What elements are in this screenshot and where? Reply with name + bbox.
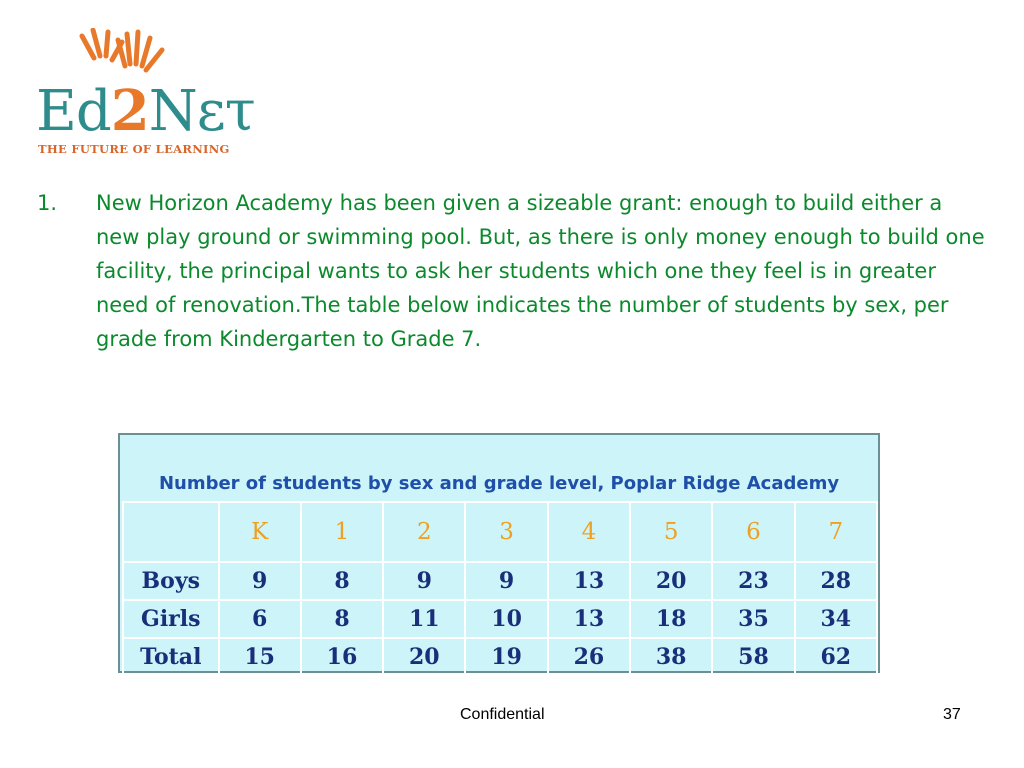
table-row [123, 562, 877, 600]
table-cell: 13 [548, 600, 630, 638]
table-row [123, 638, 877, 676]
students-table [118, 433, 880, 673]
table-cell: 11 [383, 600, 465, 638]
table-header-row [123, 502, 877, 562]
header-cell: 4 [548, 502, 630, 562]
header-cell: K [219, 502, 301, 562]
table-cell: 20 [383, 638, 465, 676]
header-cell: 7 [795, 502, 877, 562]
table-cell: 38 [630, 638, 712, 676]
header-cell: 2 [383, 502, 465, 562]
table-cell: 6 [219, 600, 301, 638]
table-cell: 9 [383, 562, 465, 600]
footer-confidential: Confidential [460, 706, 545, 723]
page-number: 37 [943, 706, 961, 723]
row-label: Boys [123, 562, 219, 600]
header-cell [123, 502, 219, 562]
logo-tagline: THE FUTURE OF LEARNING [38, 142, 230, 156]
row-label: Girls [123, 600, 219, 638]
question-number: 1. [37, 191, 58, 215]
table-cell: 10 [465, 600, 547, 638]
table-cell: 18 [630, 600, 712, 638]
table-cell: 58 [712, 638, 794, 676]
table-cell: 8 [301, 600, 383, 638]
table-cell: 16 [301, 638, 383, 676]
table-cell: 13 [548, 562, 630, 600]
table-cell: 62 [795, 638, 877, 676]
students-data-table [122, 501, 878, 677]
table-cell: 19 [465, 638, 547, 676]
table-caption: Number of students by sex and grade level, Poplar Ridge Academy [158, 473, 840, 494]
header-cell: 3 [465, 502, 547, 562]
table-cell: 26 [548, 638, 630, 676]
table-cell: 9 [465, 562, 547, 600]
row-label: Total [123, 638, 219, 676]
table-cell: 8 [301, 562, 383, 600]
table-cell: 15 [219, 638, 301, 676]
logo [30, 28, 270, 160]
logo-wordmark: Ed2Nετ [36, 78, 255, 144]
table-cell: 9 [219, 562, 301, 600]
table-cell: 35 [712, 600, 794, 638]
table-cell: 20 [630, 562, 712, 600]
header-cell: 1 [301, 502, 383, 562]
table-cell: 34 [795, 600, 877, 638]
header-cell: 5 [630, 502, 712, 562]
header-cell: 6 [712, 502, 794, 562]
table-cell: 28 [795, 562, 877, 600]
question-text: New Horizon Academy has been given a sizeable grant: enough to build either a new play ground or swimming pool. But, as there is only money enough to build one facility, the principal wants to ask her students which one they feel is in greater need of renovation.The table below indicates the number of students by sex, per grade from Kindergarten to Grade 7. [96, 191, 985, 351]
table-row [123, 600, 877, 638]
question-block [37, 186, 987, 356]
table-cell: 23 [712, 562, 794, 600]
